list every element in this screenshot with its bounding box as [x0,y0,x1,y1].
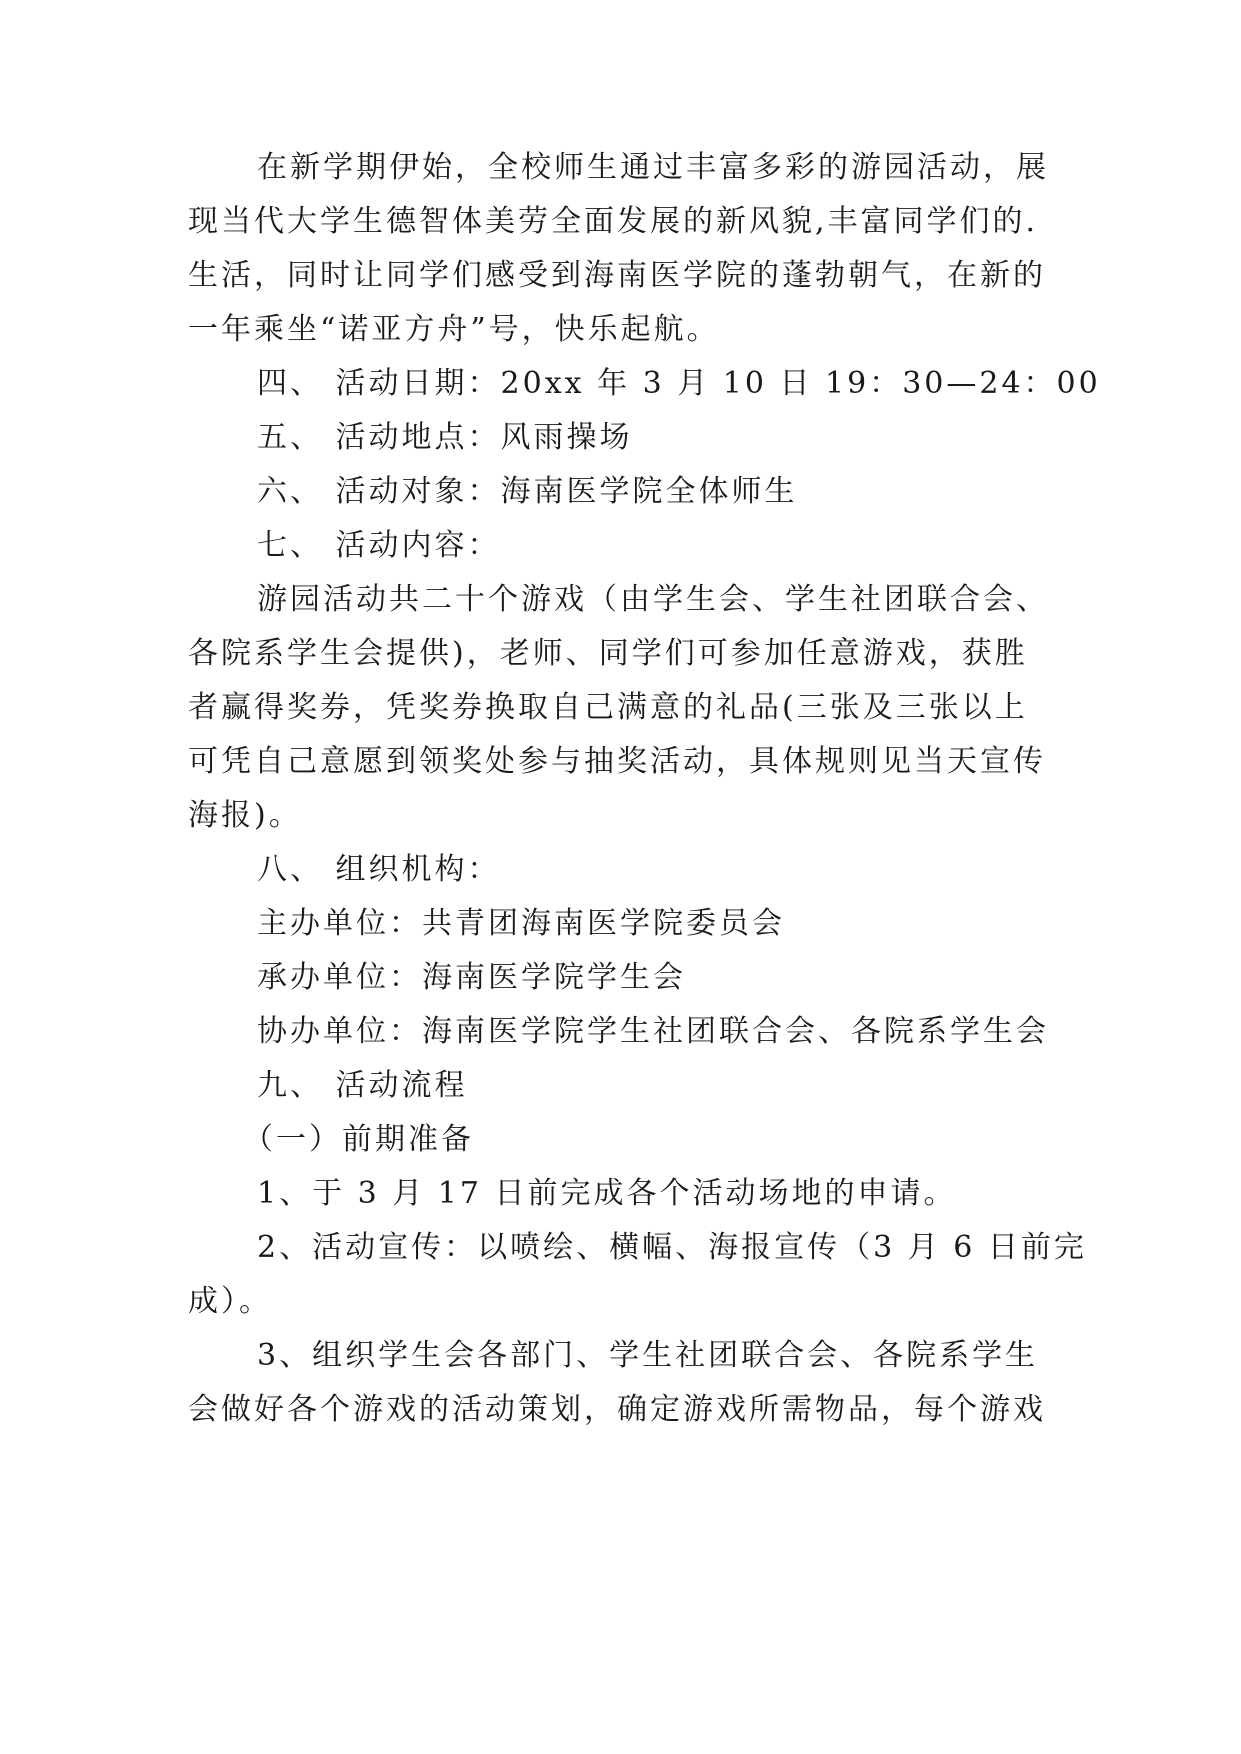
undertaker-line: 承办单位：海南医学院学生会 [257,960,686,995]
organizer-line: 主办单位：共青团海南医学院委员会 [257,906,785,941]
subsection-heading-preparation: （一）前期准备 [243,1122,474,1157]
paragraph-line: 各院系学生会提供)，老师、同学们可参加任意游戏，获胜 [188,636,1028,671]
section-heading-location: 五、 活动地点：风雨操场 [257,420,633,455]
paragraph-line: 在新学期伊始，全校师生通过丰富多彩的游园活动，展 [257,150,1049,185]
list-item-continuation: 会做好各个游戏的活动策划，确定游戏所需物品，每个游戏 [188,1392,1046,1427]
paragraph-line: 现当代大学生德智体美劳全面发展的新风貌,丰富同学们的. [188,204,1039,239]
co-organizer-line: 协办单位：海南医学院学生社团联合会、各院系学生会 [257,1014,1049,1049]
list-item: 1、于 3 月 17 日前完成各个活动场地的申请。 [257,1176,957,1211]
paragraph-line: 游园活动共二十个游戏（由学生会、学生社团联合会、 [257,582,1049,617]
section-heading-audience: 六、 活动对象：海南医学院全体师生 [257,474,798,509]
paragraph-line: 一年乘坐“诺亚方舟”号，快乐起航。 [188,312,720,347]
section-heading-content: 七、 活动内容： [257,528,501,563]
section-heading-process: 九、 活动流程 [257,1068,468,1103]
paragraph-line: 者赢得奖券，凭奖券换取自己满意的礼品(三张及三张以上 [188,690,1028,725]
list-item-continuation: 成）。 [188,1284,272,1319]
paragraph-line: 可凭自己意愿到领奖处参与抽奖活动，具体规则见当天宣传 [188,744,1046,779]
paragraph-line: 海报)。 [188,798,302,833]
section-heading-organization: 八、 组织机构： [257,852,501,887]
section-heading-date: 四、 活动日期：20xx 年 3 月 10 日 19：30—24：00 [257,366,1101,401]
list-item: 3、组织学生会各部门、学生社团联合会、各院系学生 [257,1338,1039,1373]
list-item: 2、活动宣传：以喷绘、横幅、海报宣传（3 月 6 日前完 [257,1230,1087,1265]
paragraph-line: 生活，同时让同学们感受到海南医学院的蓬勃朝气，在新的 [188,258,1046,293]
